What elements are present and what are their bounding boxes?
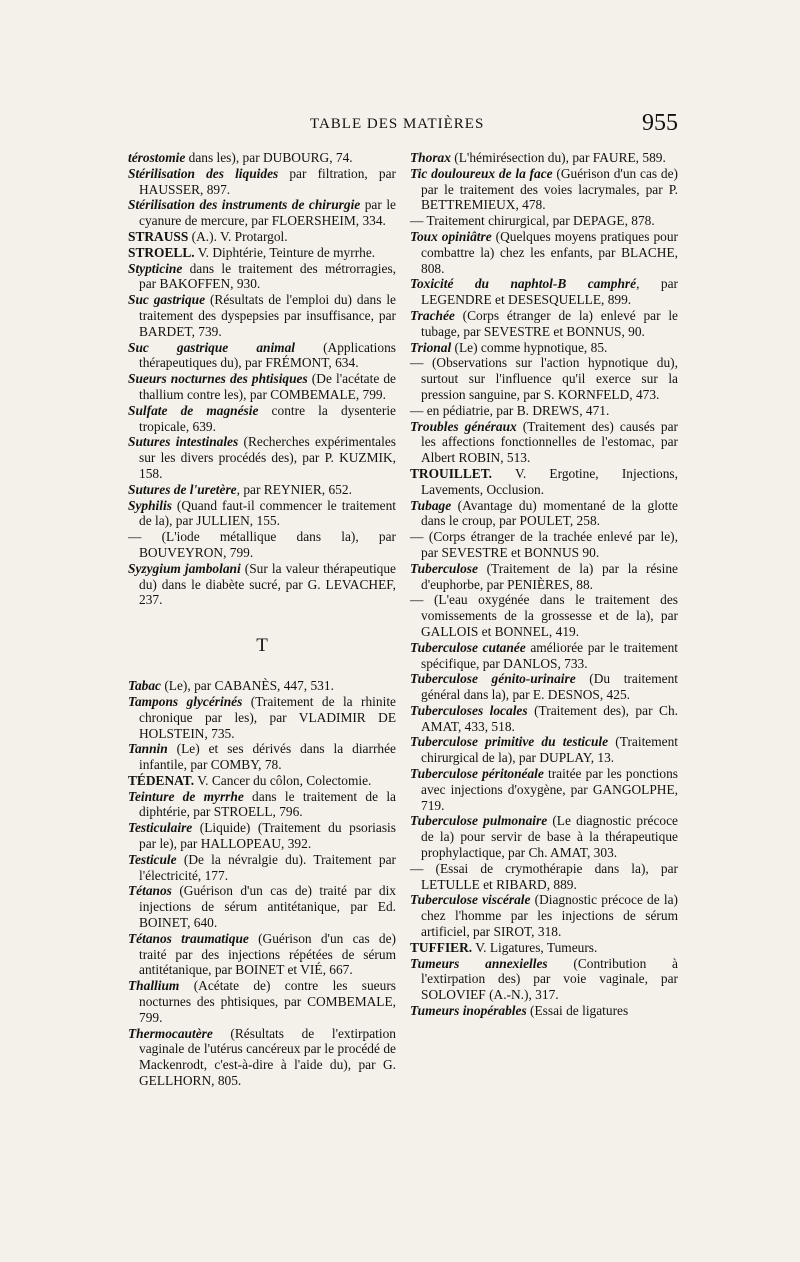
running-head [130, 110, 678, 140]
index-entry: — en pédiatrie, par B. DREWS, 471. [410, 402, 610, 418]
index-entry: Tumeurs annexielles (Contribution à l'extirpation des) par voie vaginale, par SOLOVIEF (A.-N.), 317. [410, 955, 679, 1003]
index-entry: Tuberculose viscérale (Diagnostic précoce de la) chez l'homme par les injections de sérum artificiel, par SIROT, 318. [410, 892, 678, 940]
index-entry: Trachée (Corps étranger de la) enlevé par le tubage, par SEVESTRE et BONNUS, 90. [410, 307, 678, 339]
index-entry: Tétanos (Guérison d'un cas de) traité par dix injections de sérum antitétanique, par Ed. BOINET, 640. [128, 883, 396, 931]
left-column [128, 150, 396, 1089]
index-entry: Thorax (L'hémirésection du), par FAURE, 589. [410, 150, 666, 165]
index-entry: STRAUSS (A.). V. Protargol. [128, 228, 288, 244]
index-entry: — (Essai de crymothérapie dans la), par LETULLE et RIBARD, 889. [410, 860, 678, 892]
index-entry: Syphilis (Quand faut-il commencer le traitement de la), par JULLIEN, 155. [128, 497, 396, 529]
index-entry: Testiculaire (Liquide) (Traitement du psoriasis par le), par HALLOPEAU, 392. [128, 820, 396, 852]
index-entry: — (Observations sur l'action hypnotique du), surtout sur l'influence qu'il exerce sur la pression sanguine, par S. KORNFELD, 473. [410, 355, 678, 402]
page-number: 955 [642, 110, 678, 136]
index-entry: Tubage (Avantage du) momentané de la glotte dans le croup, par POULET, 258. [410, 497, 678, 529]
index-entry: Trional (Le) comme hypnotique, 85. [410, 339, 608, 355]
index-entry: Syzygium jambolani (Sur la valeur thérapeutique du) dans le diabète sucré, par G. LEVACHEF, 237. [128, 560, 396, 608]
index-entry: Tétanos traumatique (Guérison d'un cas de) traité par des injections répétées de sérum antitétanique, par BOINET et VIÉ, 667. [128, 930, 397, 978]
index-entry: Tuberculoses locales (Traitement des), par Ch. AMAT, 433, 518. [410, 702, 678, 734]
index-entry: Tuberculose pulmonaire (Le diagnostic précoce de la) pour servir de base à la thérapeutique prophylactique, par Ch. AMAT, 303. [410, 813, 678, 861]
index-entry: Tampons glycérinés (Traitement de la rhinite chronique par les), par VLADIMIR DE HOLSTEIN, 735. [128, 693, 396, 741]
index-entry: Tuberculose primitive du testicule (Traitement chirurgical de la), par DUPLAY, 13. [410, 734, 679, 766]
index-entry: Tumeurs inopérables (Essai de ligatures [410, 1003, 629, 1019]
index-entry: Troubles généraux (Traitement des) causés par les affections fonctionnelles de l'estomac, par Albert ROBIN, 513. [410, 418, 678, 466]
index-entries-t [128, 678, 396, 1089]
index-entry: Thermocautère (Résultats de l'extirpation vaginale de l'utérus cancéreux par le procédé de Mackenrodt, c'est-à-dire à l'aide du), par G. GELLHORN, 805. [128, 1025, 396, 1089]
index-entry: Stérilisation des liquides par filtration, par HAUSSER, 897. [128, 165, 396, 197]
index-entry: Sutures de l'uretère, par REYNIER, 652. [128, 481, 352, 497]
section-letter-t: T [256, 635, 268, 657]
index-entry: Testicule (De la névralgie du). Traitement par l'électricité, 177. [128, 851, 396, 883]
index-entry: Sueurs nocturnes des phtisiques (De l'acétate de thallium contre les), par COMBEMALE, 799. [128, 371, 396, 402]
index-entry: TROUILLET. V. Ergotine, Injections, Lavements, Occlusion. [410, 465, 678, 497]
index-entry: Suc gastrique animal (Applications thérapeutiques du), par FRÉMONT, 634. [128, 339, 396, 371]
index-entry: TUFFIER. V. Ligatures, Tumeurs. [410, 939, 598, 955]
index-entry: Thallium (Acétate de) contre les sueurs nocturnes des phtisiques, par COMBEMALE, 799. [128, 978, 396, 1025]
index-entry: Stypticine dans le traitement des métrorragies, par BAKOFFEN, 930. [128, 260, 396, 292]
index-entry: — (L'eau oxygénée dans le traitement des vomissements de la grossesse et de la), par GALLOIS et BONNEL, 419. [410, 592, 678, 639]
index-entry: Tannin (Le) et ses dérivés dans la diarrhée infantile, par COMBY, 78. [128, 741, 396, 773]
index-entry: Suc gastrique (Résultats de l'emploi du) dans le traitement des dyspepsies par insuffisance, par BARDET, 739. [128, 292, 396, 339]
index-entry: Toux opiniâtre (Quelques moyens pratiques pour combattre la) chez les enfants, par BLACHE, 808. [410, 228, 679, 276]
index-entry: Toxicité du naphtol-B camphré, par LEGENDRE et DESESQUELLE, 899. [410, 276, 678, 308]
index-entry: Tabac (Le), par CABANÈS, 447, 531. [128, 678, 334, 694]
index-entry: — Traitement chirurgical, par DEPAGE, 878. [410, 213, 655, 229]
index-entry: Tuberculose péritonéale traitée par les ponctions avec injections d'oxygène, par GANGOLPHE, 719. [410, 766, 678, 813]
index-entry: Teinture de myrrhe dans le traitement de la diphtérie, par STROELL, 796. [128, 788, 396, 820]
right-column [410, 150, 678, 1019]
index-entries-right [410, 150, 678, 1019]
index-entry: Stérilisation des instruments de chirurgie par le cyanure de mercure, par FLOERSHEIM, 334. [128, 197, 396, 229]
index-entry: Sulfate de magnésie contre la dysenterie tropicale, 639. [128, 402, 396, 434]
index-entry: Tuberculose génito-urinaire (Du traitement général dans la), par E. DESNOS, 425. [410, 671, 678, 703]
index-entry: Tuberculose cutanée améliorée par le traitement spécifique, par DANLOS, 733. [410, 639, 678, 671]
index-entry: STROELL. V. Diphtérie, Teinture de myrrhe. [128, 244, 376, 260]
index-entry: — (L'iode métallique dans la), par BOUVEYRON, 799. [128, 529, 396, 560]
index-entry: — (Corps étranger de la trachée enlevé par le), par SEVESTRE et BONNUS 90. [410, 529, 678, 560]
index-entry: Tuberculose (Traitement de la) par la résine d'euphorbe, par PENIÈRES, 88. [410, 560, 678, 592]
index-entry: TÉDENAT. V. Cancer du côlon, Colectomie. [128, 772, 372, 788]
index-entries-s [128, 150, 396, 608]
index-entry: térostomie dans les), par DUBOURG, 74. [128, 150, 353, 165]
index-entry: Tic douloureux de la face (Guérison d'un cas de) par le traitement des voies lacrymales, par P. BETTREMIEUX, 478. [410, 165, 678, 213]
running-head-title: TABLE DES MATIÈRES [310, 116, 485, 132]
index-entry: Sutures intestinales (Recherches expérimentales sur les divers procédés des), par P. KUZMIK, 158. [128, 434, 396, 481]
